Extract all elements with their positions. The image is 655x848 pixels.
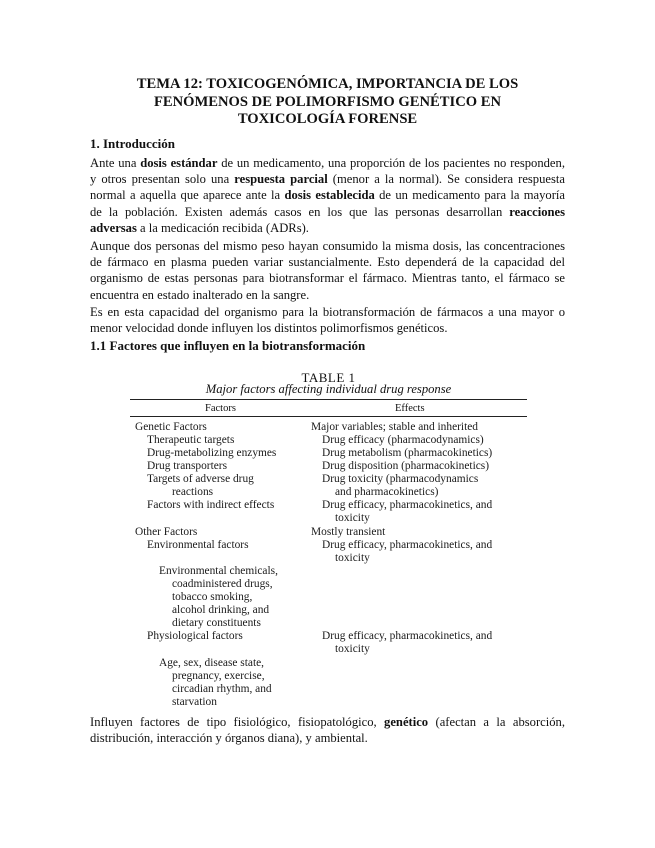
table-cell: Drug efficacy, pharmacokinetics, and xyxy=(322,499,493,511)
table-caption: Major factors affecting individual drug response xyxy=(205,382,452,396)
paragraph-line xyxy=(90,187,565,203)
text-run: a la medicación recibida (ADRs). xyxy=(136,220,309,235)
table-cell: Genetic Factors xyxy=(135,421,207,433)
paragraph-line: distribución, interacción y órganos diana), y ambiental. xyxy=(90,731,368,746)
table-cell: Environmental factors xyxy=(147,539,249,551)
table-cell: Major variables; stable and inherited xyxy=(311,421,479,433)
table-cell: pregnancy, exercise, xyxy=(172,670,265,682)
table-cell: Drug transporters xyxy=(147,460,228,472)
table-cell: and pharmacokinetics) xyxy=(335,486,439,498)
table-cell: circadian rhythm, and xyxy=(172,683,272,695)
paragraph-line xyxy=(90,220,565,236)
table-cell: Environmental chemicals, xyxy=(159,565,278,577)
table-cell: tobacco smoking, xyxy=(172,591,253,603)
bold-term: dosis estándar xyxy=(140,156,218,170)
table-label: TABLE 1 xyxy=(301,370,356,385)
table-cell: Targets of adverse drug xyxy=(147,473,254,485)
table-cell: Drug efficacy, pharmacokinetics, and xyxy=(322,539,493,551)
paragraph-line: Aunque dos personas del mismo peso hayan consumido la misma dosis, las concentraciones xyxy=(90,239,565,253)
section-heading-factores: 1.1 Factores que influyen en la biotransformación xyxy=(90,338,366,353)
paragraph-line xyxy=(90,155,565,171)
column-header-effects: Effects xyxy=(395,403,425,414)
table-cell: Drug efficacy (pharmacodynamics) xyxy=(322,434,484,446)
table-cell: starvation xyxy=(172,696,217,708)
table-cell: Drug efficacy, pharmacokinetics, and xyxy=(322,630,493,642)
table-cell: Drug toxicity (pharmacodynamics xyxy=(322,473,479,485)
page-title xyxy=(88,76,567,129)
table-cell: toxicity xyxy=(335,643,370,655)
table-cell: Factors with indirect effects xyxy=(147,499,275,511)
paragraph-line: menor velocidad donde influyen los distintos polimorfismos genéticos. xyxy=(90,321,448,336)
paragraph-dosis xyxy=(90,155,565,236)
table-cell: Drug disposition (pharmacokinetics) xyxy=(322,460,490,472)
table-cell: dietary constituents xyxy=(172,617,261,629)
text-run: (afectan a la absorción, xyxy=(428,715,565,729)
paragraph-polimorfismos xyxy=(90,304,565,336)
paragraph-concentraciones xyxy=(90,238,565,303)
title-line: FENÓMENOS DE POLIMORFISMO GENÉTICO EN xyxy=(153,93,502,110)
table-cell: Other Factors xyxy=(135,526,198,538)
table-cell: Physiological factors xyxy=(147,630,243,642)
table-cell: coadministered drugs, xyxy=(172,578,273,590)
bold-term: dosis establecida xyxy=(284,188,375,203)
table-cell: reactions xyxy=(172,486,214,498)
paragraph-line: Es en esta capacidad del organismo para la biotransformación de fármacos a una mayor o xyxy=(90,305,565,319)
title-line: TEMA 12: TOXICOGENÓMICA, IMPORTANCIA DE LOS xyxy=(136,76,519,92)
table-cell: toxicity xyxy=(335,552,370,564)
paragraph-line xyxy=(90,204,565,220)
table-cell: Therapeutic targets xyxy=(147,434,235,446)
table-top-rule xyxy=(130,399,527,400)
text-run: y otros presentan solo una xyxy=(90,172,235,187)
text-run: Influyen factores de tipo fisiológico, fisiopatológico, xyxy=(90,715,385,729)
bold-term: reacciones xyxy=(509,204,565,219)
paragraph-line xyxy=(90,171,565,187)
paragraph-line: de fármaco en plasma pueden variar sustancialmente. Esto dependerá de la capacidad del xyxy=(90,255,565,270)
table-header-rule xyxy=(130,416,527,417)
text-run: normal a aquella que aparece ante la xyxy=(90,188,285,203)
column-header-factors: Factors xyxy=(205,403,236,414)
section-heading-introduccion: 1. Introducción xyxy=(90,136,175,151)
table-cell: Drug metabolism (pharmacokinetics) xyxy=(322,447,493,459)
text-run: de un medicamento, una proporción de los pacientes no responden, xyxy=(217,156,565,170)
table-cell: alcohol drinking, and xyxy=(172,604,270,616)
title-line: TOXICOLOGÍA FORENSE xyxy=(237,111,418,127)
bold-term: respuesta parcial xyxy=(234,172,328,187)
table-cell: Drug-metabolizing enzymes xyxy=(147,447,277,459)
paragraph-line: organismo de estas personas para biotransformar el fármaco. Mientras tanto, el fármaco se xyxy=(90,271,565,286)
text-run: Ante una xyxy=(90,156,141,170)
paragraph-line xyxy=(90,714,565,730)
text-run: de la población. Existen además casos en los que las personas desarrollan xyxy=(90,204,510,219)
paragraph-line: encuentra en estado inalterado en la sangre. xyxy=(90,287,310,302)
bold-term: adversas xyxy=(90,220,137,235)
paragraph-factores-tipo xyxy=(90,714,565,746)
table-cell: toxicity xyxy=(335,512,370,524)
bold-term: genético xyxy=(384,715,429,729)
text-run: (menor a la normal). Se considera respuesta xyxy=(327,172,565,187)
text-run: de un medicamento para la mayoría xyxy=(374,188,565,203)
table-cell: Age, sex, disease state, xyxy=(159,657,265,669)
table-cell: Mostly transient xyxy=(311,526,386,538)
